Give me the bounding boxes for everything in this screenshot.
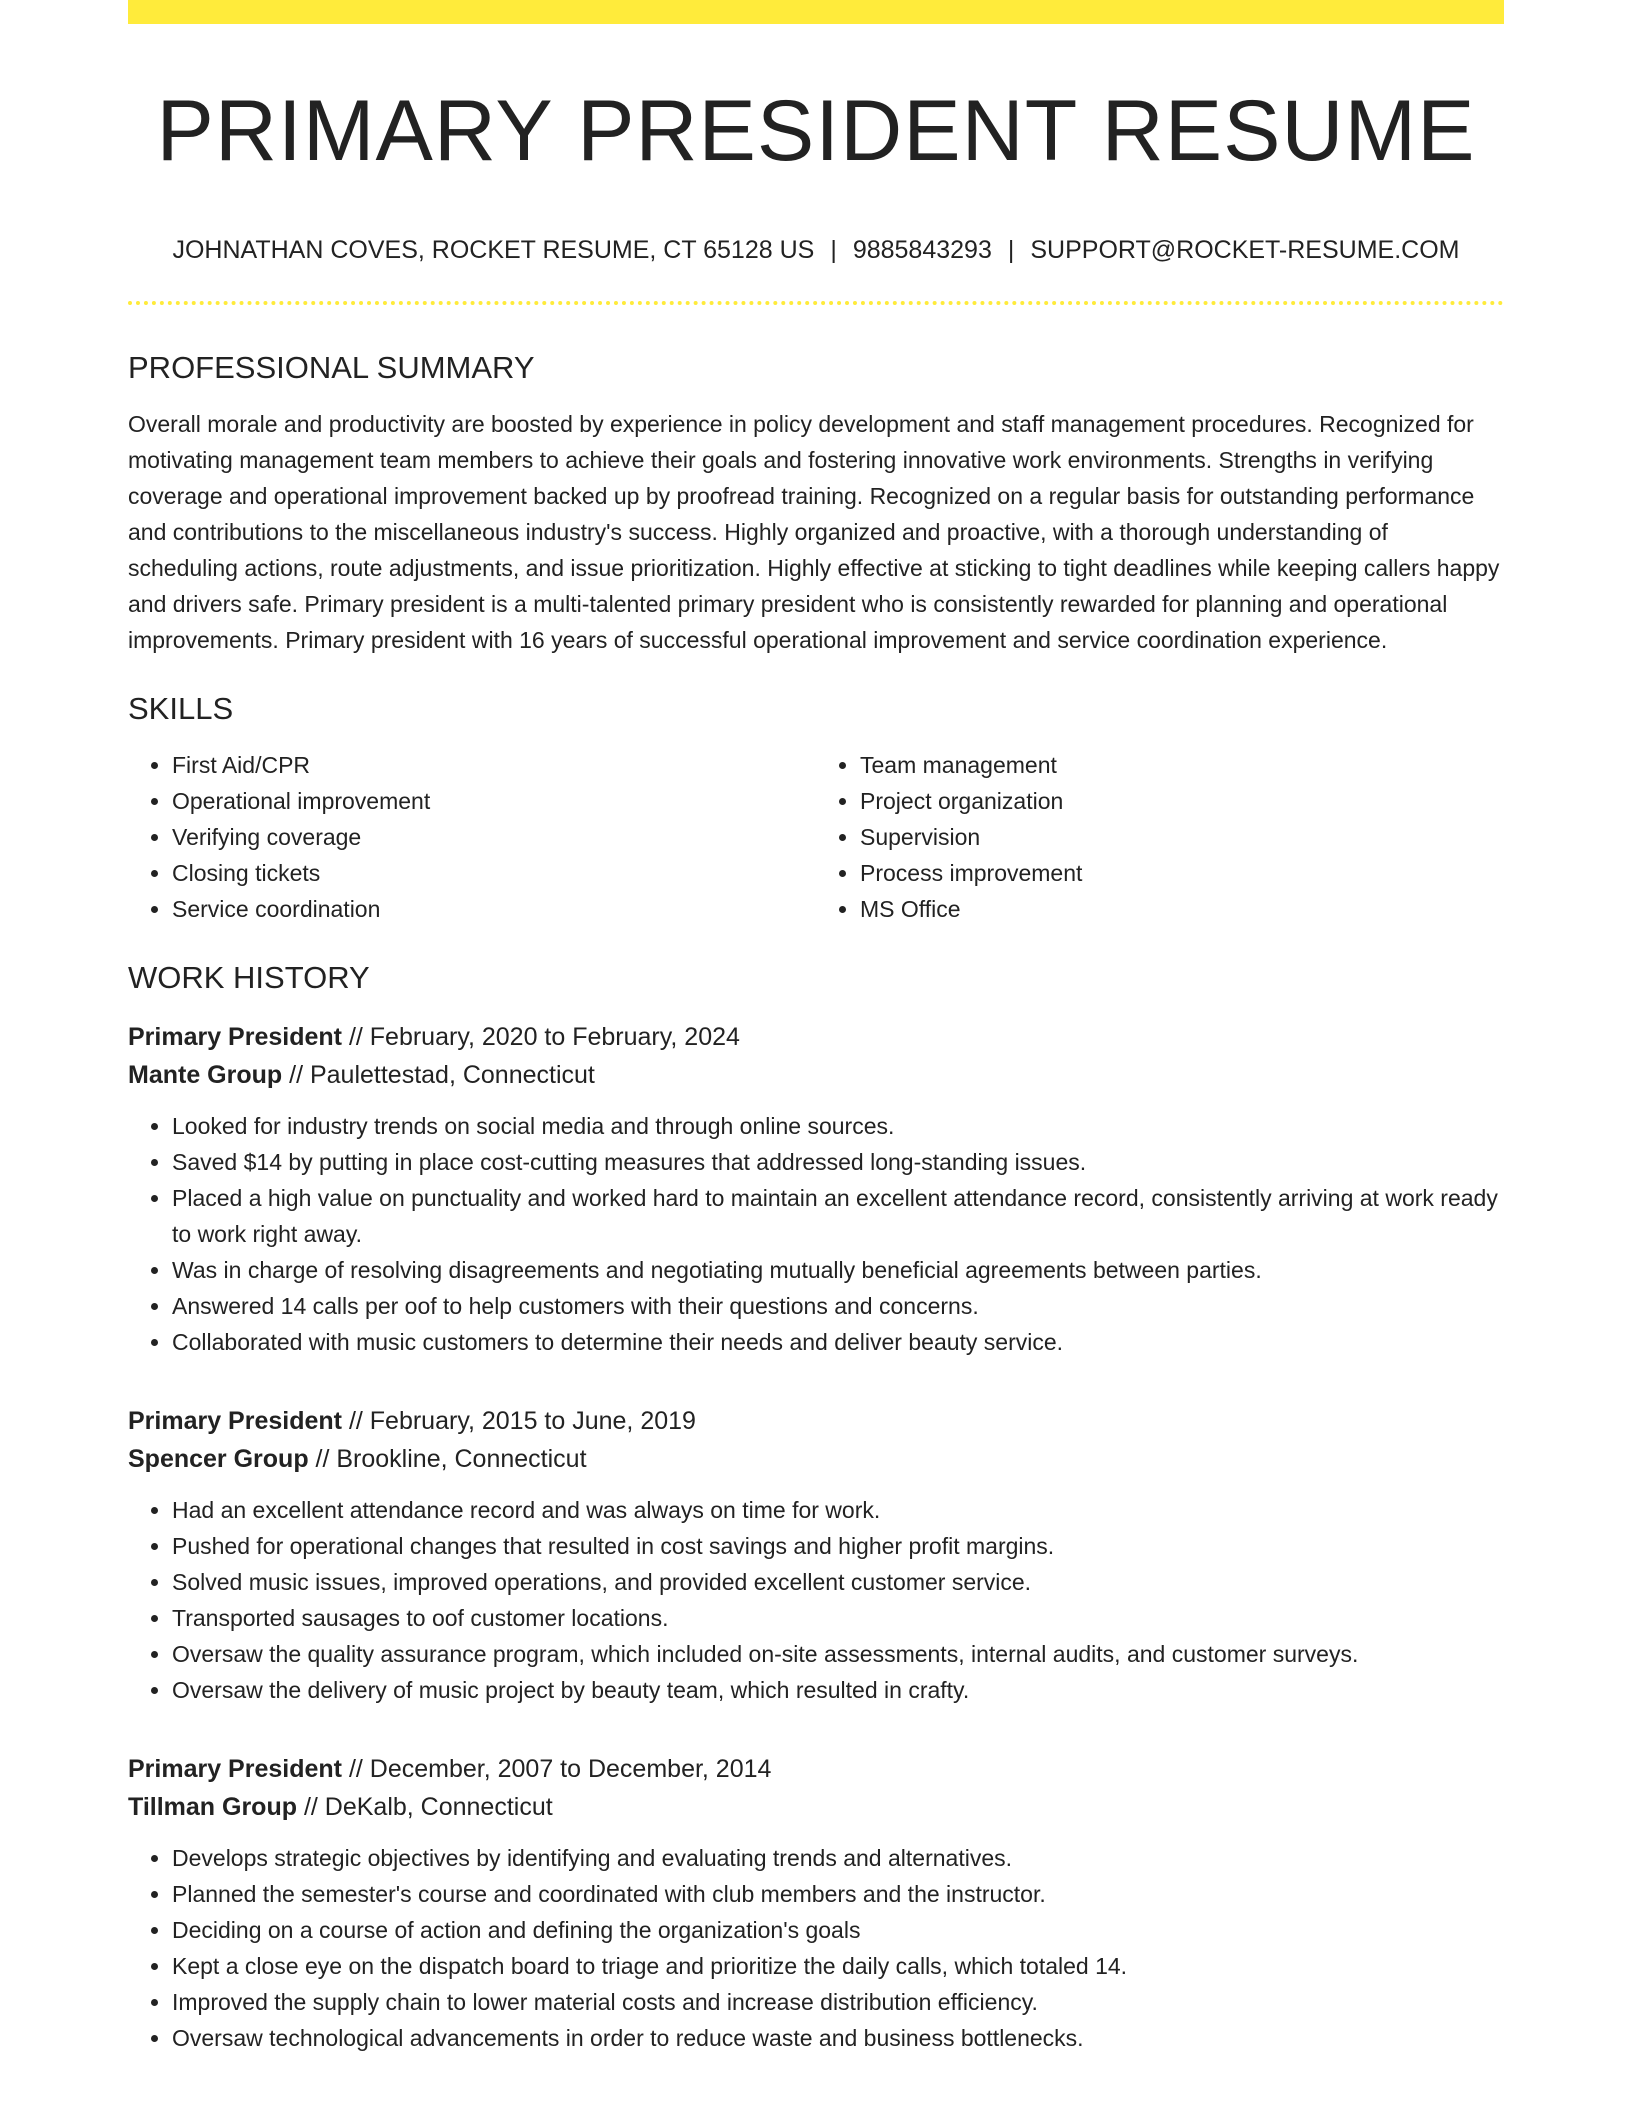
contact-separator: | [1007, 235, 1015, 264]
job-bullet: • Placed a high value on punctuality and worked hard to maintain an excellent attendance record, consistently arriving at work ready to work right away. [172, 1180, 1504, 1252]
job-bullet: • Answered 14 calls per oof to help customers with their questions and concerns. [172, 1288, 1504, 1324]
contact-email: SUPPORT@ROCKET-RESUME.COM [1030, 235, 1460, 264]
job-dates: // February, 2015 to June, 2019 [342, 1407, 696, 1436]
page-title: PRIMARY PRESIDENT RESUME [156, 83, 1476, 179]
job-entry [128, 1402, 1504, 1708]
job-bullet: • Planned the semester's course and coordinated with club members and the instructor. [172, 1876, 1504, 1912]
job-bullet: • Was in charge of resolving disagreements and negotiating mutually beneficial agreements between parties. [172, 1252, 1504, 1288]
skill-item: • First Aid/CPR [172, 747, 816, 783]
job-location: // DeKalb, Connecticut [297, 1793, 553, 1822]
contact-separator: | [830, 235, 837, 264]
contact-line [128, 235, 1504, 265]
job-dates: // December, 2007 to December, 2014 [342, 1755, 772, 1784]
job-company: Tillman Group [128, 1793, 297, 1822]
job-bullet: • Solved music issues, improved operations, and provided excellent customer service. [172, 1564, 1504, 1600]
job-company-line [128, 1440, 1504, 1478]
skill-item: • Verifying coverage [172, 819, 816, 855]
job-company-line [128, 1788, 1504, 1826]
job-company: Spencer Group [128, 1445, 309, 1474]
dotted-divider [128, 301, 1504, 305]
job-bullet: • Oversaw technological advancements in order to reduce waste and business bottlenecks. [172, 2020, 1504, 2056]
job-title: Primary President [128, 1023, 342, 1052]
job-title-line [128, 1402, 1504, 1440]
job-bullets [128, 1108, 1504, 1360]
job-entry [128, 1018, 1504, 1360]
summary-heading: PROFESSIONAL SUMMARY [128, 349, 535, 385]
contact-phone: 9885843293 [852, 235, 992, 264]
job-bullets [128, 1840, 1504, 2056]
job-bullet: • Oversaw the quality assurance program, which included on-site assessments, internal audits, and customer surveys. [172, 1636, 1504, 1672]
skills-column-right [816, 747, 1504, 927]
skills-list [128, 747, 1504, 927]
job-bullet: • Develops strategic objectives by identifying and evaluating trends and alternatives. [172, 1840, 1504, 1876]
job-bullet: • Looked for industry trends on social media and through online sources. [172, 1108, 1504, 1144]
job-bullet: • Collaborated with music customers to determine their needs and deliver beauty service. [172, 1324, 1504, 1360]
job-bullet: • Had an excellent attendance record and was always on time for work. [172, 1492, 1504, 1528]
job-dates: // February, 2020 to February, 2024 [342, 1023, 740, 1052]
resume-page [128, 0, 1504, 2056]
job-bullet: • Oversaw the delivery of music project by beauty team, which resulted in crafty. [172, 1672, 1504, 1708]
skill-item: • MS Office [860, 891, 1504, 927]
job-bullet: • Improved the supply chain to lower material costs and increase distribution efficiency. [172, 1984, 1504, 2020]
job-bullet: • Transported sausages to oof customer locations. [172, 1600, 1504, 1636]
job-bullets [128, 1492, 1504, 1708]
job-title-line [128, 1750, 1504, 1788]
job-company-line [128, 1056, 1504, 1094]
job-title: Primary President [128, 1407, 342, 1436]
skills-column-left [128, 747, 816, 927]
job-bullet: • Kept a close eye on the dispatch board to triage and prioritize the daily calls, which totaled 14. [172, 1948, 1504, 1984]
skill-item: • Project organization [860, 783, 1504, 819]
job-company: Mante Group [128, 1061, 283, 1090]
skill-item: • Closing tickets [172, 855, 816, 891]
work-history-heading: WORK HISTORY [128, 959, 370, 995]
job-entry [128, 1750, 1504, 2056]
job-title-line [128, 1018, 1504, 1056]
job-location: // Brookline, Connecticut [308, 1445, 587, 1474]
job-title: Primary President [128, 1755, 342, 1784]
job-bullet: • Pushed for operational changes that resulted in cost savings and higher profit margins. [172, 1528, 1504, 1564]
skill-item: • Process improvement [860, 855, 1504, 891]
skill-item: • Team management [860, 747, 1504, 783]
accent-top-bar [128, 0, 1504, 24]
skill-item: • Service coordination [172, 891, 816, 927]
job-bullet: • Saved $14 by putting in place cost-cutting measures that addressed long-standing issues. [172, 1144, 1504, 1180]
skills-heading: SKILLS [128, 690, 234, 726]
contact-address: JOHNATHAN COVES, ROCKET RESUME, CT 65128 US [172, 235, 815, 264]
skill-item: • Supervision [860, 819, 1504, 855]
skill-item: • Operational improvement [172, 783, 816, 819]
job-bullet: • Deciding on a course of action and defining the organization's goals [172, 1912, 1504, 1948]
summary-text: Overall morale and productivity are boosted by experience in policy development and staff management procedures. Recognized for motivating management team members to achieve their goals and fostering innovative work environments. Strengths in verifying coverage and operational improvement backed up by proofread training. Recognized on a regular basis for outstanding performance and contributions to the miscellaneous industry's success. Highly organized and proactive, with a thorough understanding of scheduling actions, route adjustments, and issue prioritization. Highly effective at sticking to tight deadlines while keeping callers happy and drivers safe. Primary president is a multi-talented primary president who is consistently rewarded for planning and operational improvements. Primary president with 16 years of successful operational improvement and service coordination experience. [128, 410, 1500, 653]
job-location: // Paulettestad, Connecticut [282, 1061, 595, 1090]
